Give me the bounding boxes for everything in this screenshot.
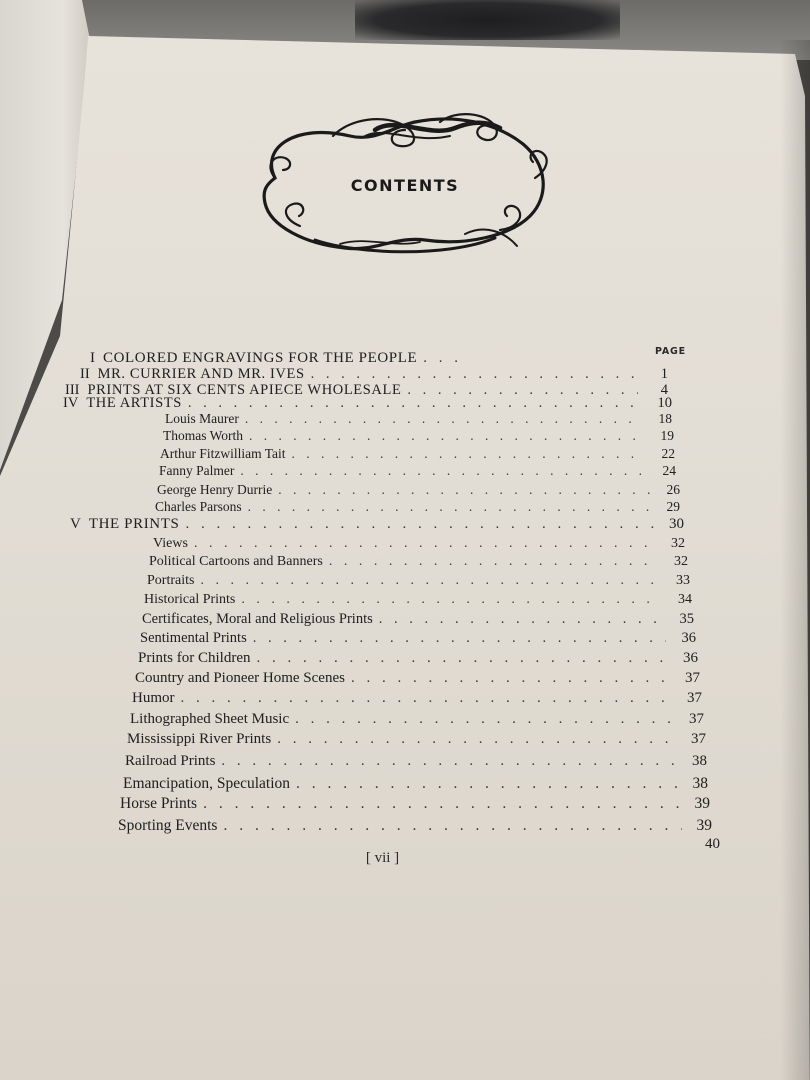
page-column-label: PAGE — [655, 346, 686, 357]
trailing-page-number: 40 — [705, 836, 720, 852]
toc-entry-title: Country and Pioneer Home Scenes — [135, 670, 345, 686]
dot-leader — [351, 670, 670, 687]
toc-page-number: 18 — [658, 411, 672, 426]
dot-leader — [249, 428, 644, 444]
toc-chapter-number: III — [65, 382, 80, 398]
toc-page-number: 36 — [681, 630, 696, 646]
dot-leader — [203, 795, 680, 813]
dot-leader — [194, 536, 655, 552]
toc-section-entry — [142, 611, 694, 631]
dot-leader — [257, 650, 669, 667]
toc-entry-title: Humor — [132, 690, 175, 706]
toc-entry-title: Horse Prints — [120, 795, 198, 812]
dot-leader — [240, 463, 646, 479]
toc-page-number: 19 — [660, 428, 674, 443]
toc-page-number: 37 — [689, 711, 704, 727]
toc-page-number: 29 — [666, 499, 680, 514]
toc-page-number: 37 — [685, 670, 700, 686]
dot-leader — [292, 446, 645, 462]
toc-entry-title: George Henry Durrie — [157, 482, 273, 497]
toc-entry-title: THE ARTISTS — [86, 395, 182, 411]
toc-chapter-number: V — [70, 516, 81, 532]
toc-section-entry — [144, 592, 692, 612]
dot-leader — [296, 775, 678, 793]
toc-entry-title: Portraits — [147, 573, 195, 588]
toc-entry-title: THE PRINTS — [88, 516, 180, 532]
toc-section-entry — [120, 795, 710, 815]
toc-entry-title: Historical Prints — [144, 592, 236, 607]
toc-page-number: 1 — [660, 366, 668, 382]
toc-entry-title: Emancipation, Speculation — [123, 775, 291, 792]
dot-leader — [295, 711, 674, 728]
dot-leader — [248, 499, 650, 515]
toc-entry-title: Lithographed Sheet Music — [130, 711, 290, 727]
toc-entry-title: Mississippi River Prints — [127, 731, 272, 747]
dot-leader — [241, 592, 662, 608]
toc-section-entry — [132, 690, 702, 710]
toc-entry-title: Thomas Worth — [163, 428, 244, 443]
toc-page-number: 38 — [692, 775, 708, 792]
toc-section-entry — [163, 428, 674, 448]
dot-leader — [185, 516, 654, 533]
toc-page-number: 26 — [666, 482, 680, 497]
background-object — [355, 0, 620, 40]
toc-page-number: 38 — [692, 753, 707, 769]
toc-entry-title: Views — [153, 536, 188, 551]
toc-page-number: 37 — [687, 690, 702, 706]
dot-leader — [223, 817, 682, 835]
dot-leader — [423, 350, 470, 367]
toc-section-entry — [153, 536, 685, 556]
dot-leader — [329, 554, 658, 570]
toc-section-entry — [159, 463, 676, 483]
toc-page-number: 39 — [696, 817, 712, 834]
toc-page-number: 39 — [694, 795, 710, 812]
toc-section-entry — [118, 817, 712, 837]
toc-page-number: 36 — [683, 650, 698, 666]
toc-chapter-number: I — [90, 350, 95, 366]
contents-heading: CONTENTS — [350, 176, 460, 195]
dot-leader — [277, 731, 676, 748]
toc-page-number: 30 — [669, 516, 684, 532]
toc-page-number: 22 — [661, 446, 675, 461]
toc-entry-title: Sporting Events — [118, 817, 218, 834]
toc-page-number: 4 — [660, 382, 668, 398]
toc-entry-title: Arthur Fitzwilliam Tait — [160, 446, 286, 461]
toc-section-entry — [127, 731, 706, 751]
toc-entry-title: Fanny Palmer — [159, 463, 235, 478]
toc-entry-title: Political Cartoons and Banners — [149, 554, 323, 569]
toc-section-entry — [149, 554, 688, 574]
page-folio: [ vii ] — [365, 850, 400, 866]
dot-leader — [181, 690, 673, 707]
dot-leader — [245, 411, 642, 427]
toc-entry-title: Louis Maurer — [165, 411, 239, 426]
toc-section-entry — [125, 753, 707, 773]
toc-entry-title: Charles Parsons — [155, 499, 242, 514]
toc-page-number: 35 — [679, 611, 694, 627]
toc-page-number: 37 — [691, 731, 706, 747]
dot-leader — [221, 753, 677, 770]
dot-leader — [200, 573, 660, 589]
toc-page-number: 32 — [671, 536, 685, 551]
dot-leader — [188, 395, 642, 412]
toc-entry-title: PRINTS AT SIX CENTS APIECE WHOLESALE — [87, 382, 402, 398]
toc-entry-title: COLORED ENGRAVINGS FOR THE PEOPLE — [103, 350, 418, 366]
dot-leader — [311, 366, 638, 383]
toc-entry-title: Prints for Children — [138, 650, 251, 666]
toc-chapter-number: II — [80, 366, 90, 382]
toc-chapter-number: IV — [63, 395, 79, 411]
toc-page-number: 32 — [674, 554, 688, 569]
toc-section-entry — [147, 573, 690, 593]
toc-section-entry — [135, 670, 700, 690]
toc-section-entry — [138, 650, 698, 670]
toc-entry-title: MR. CURRIER AND MR. IVES — [97, 366, 305, 382]
toc-section-entry — [140, 630, 696, 650]
toc-entry-title: Railroad Prints — [125, 753, 216, 769]
dot-leader — [253, 630, 666, 647]
toc-chapter-entry — [70, 516, 684, 536]
toc-section-entry — [123, 775, 708, 795]
page-shadow — [780, 40, 810, 1080]
toc-entry-title: Sentimental Prints — [140, 630, 247, 646]
toc-entry-title: Certificates, Moral and Religious Prints — [142, 611, 373, 627]
toc-page-number: 24 — [662, 463, 676, 478]
dot-leader — [379, 611, 664, 628]
toc-page-number: 33 — [676, 573, 690, 588]
toc-section-entry — [130, 711, 704, 731]
toc-page-number: 34 — [678, 592, 692, 607]
dot-leader — [278, 482, 650, 498]
toc-page-number: 10 — [657, 395, 672, 411]
